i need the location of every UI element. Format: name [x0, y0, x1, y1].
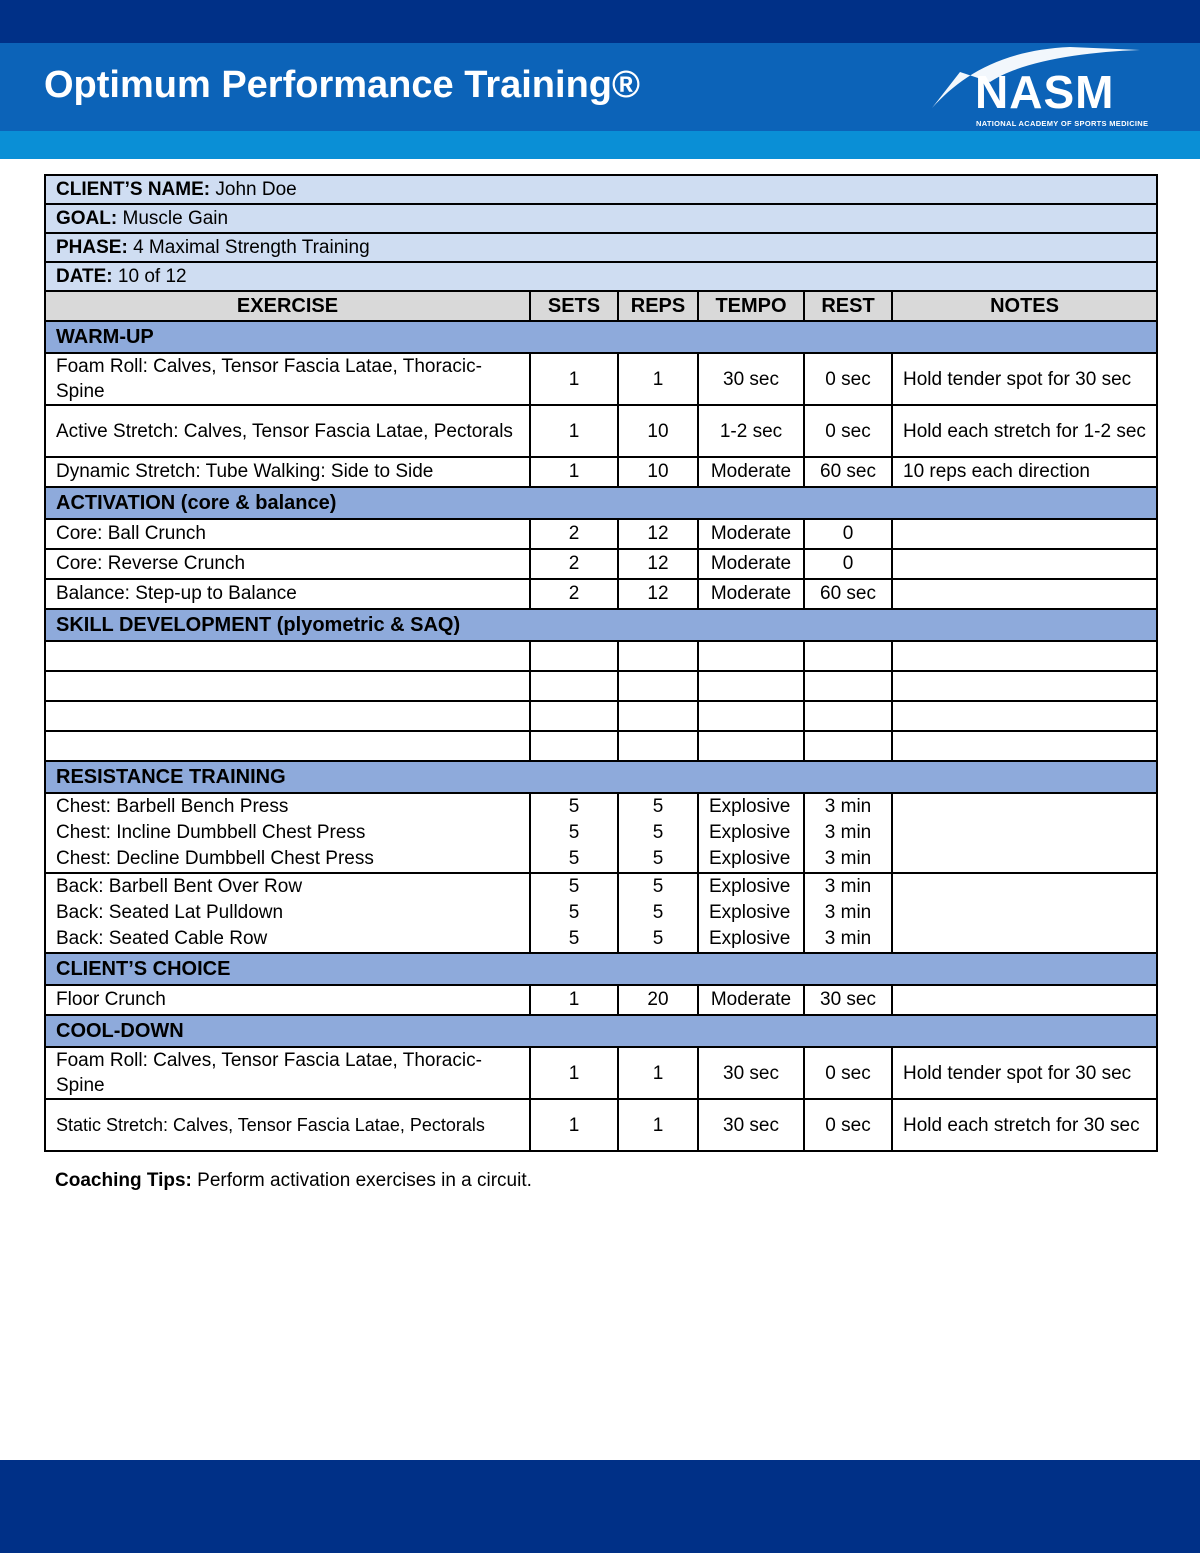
rest-cell: 0 sec: [804, 405, 892, 457]
rest-value: 3 min: [824, 822, 872, 843]
section-resistance-training: RESISTANCE TRAINING: [45, 761, 1157, 793]
notes-cell: [892, 793, 1157, 873]
col-tempo: TEMPO: [698, 291, 804, 321]
sets-value: 5: [568, 902, 580, 923]
col-reps: REPS: [618, 291, 698, 321]
table-row: [45, 519, 1157, 549]
top-bar: [0, 0, 1200, 43]
sets-cell: 1: [530, 985, 618, 1015]
logo-wordmark: NASM: [975, 66, 1115, 118]
empty-row: [45, 671, 1157, 701]
phase-label: PHASE:: [56, 236, 128, 258]
notes-cell: Hold each stretch for 1-2 sec: [892, 405, 1157, 457]
reps-cell: 1: [618, 1047, 698, 1099]
nasm-logo: [930, 42, 1155, 132]
client-name-row: [45, 175, 1157, 204]
rest-cell: [804, 793, 892, 873]
reps-cell: 10: [618, 405, 698, 457]
exercise-cell: Foam Roll: Calves, Tensor Fascia Latae, Thoracic-Spine: [45, 353, 530, 405]
logo-subtitle: NATIONAL ACADEMY OF SPORTS MEDICINE: [976, 119, 1149, 128]
exercise-line: Chest: Incline Dumbbell Chest Press: [56, 822, 366, 843]
page-title: Optimum Performance Training®: [44, 64, 640, 106]
goal-label: GOAL:: [56, 207, 118, 229]
reps-cell: 1: [618, 353, 698, 405]
table-row: [45, 985, 1157, 1015]
coaching-tips-text: Perform activation exercises in a circuit.: [197, 1170, 532, 1191]
phase-value: 4 Maximal Strength Training: [133, 236, 370, 258]
reps-value: 5: [652, 822, 664, 843]
rest-cell: 0: [804, 549, 892, 579]
rest-value: 3 min: [824, 848, 872, 869]
notes-cell: [892, 985, 1157, 1015]
sets-cell: 1: [530, 405, 618, 457]
notes-cell: [892, 549, 1157, 579]
exercise-line: Chest: Barbell Bench Press: [56, 796, 289, 817]
tempo-value: Explosive: [709, 928, 791, 949]
reps-cell: 12: [618, 549, 698, 579]
table-row: [45, 579, 1157, 609]
tempo-value: Explosive: [709, 822, 791, 843]
goal-row: [45, 204, 1157, 233]
tempo-cell: 30 sec: [698, 1099, 804, 1151]
back-group-row: [45, 873, 1157, 953]
exercise-cell: Floor Crunch: [45, 985, 530, 1015]
exercise-line: Back: Seated Lat Pulldown: [56, 902, 284, 923]
notes-cell: Hold tender spot for 30 sec: [892, 1047, 1157, 1099]
exercise-cell: Balance: Step-up to Balance: [45, 579, 530, 609]
reps-value: 5: [652, 902, 664, 923]
notes-cell: [892, 579, 1157, 609]
rest-value: 3 min: [824, 796, 872, 817]
sets-cell: 1: [530, 1047, 618, 1099]
rest-cell: 0 sec: [804, 1047, 892, 1099]
tempo-cell: [698, 793, 804, 873]
table-row: [45, 1099, 1157, 1151]
exercise-cell: Foam Roll: Calves, Tensor Fascia Latae, Thoracic-Spine: [45, 1047, 530, 1099]
col-sets: SETS: [530, 291, 618, 321]
rest-cell: 0 sec: [804, 1099, 892, 1151]
table-row: [45, 457, 1157, 487]
exercise-cell: Core: Reverse Crunch: [45, 549, 530, 579]
tempo-value: Explosive: [709, 796, 791, 817]
tempo-value: Explosive: [709, 848, 791, 869]
empty-row: [45, 701, 1157, 731]
exercise-line: Back: Seated Cable Row: [56, 928, 268, 949]
reps-value: 5: [652, 876, 664, 897]
section-clients-choice: CLIENT’S CHOICE: [45, 953, 1157, 985]
reps-cell: [618, 873, 698, 953]
col-rest: REST: [804, 291, 892, 321]
section-warmup: WARM-UP: [45, 321, 1157, 353]
sets-cell: 2: [530, 519, 618, 549]
section-skill-development: SKILL DEVELOPMENT (plyometric & SAQ): [45, 609, 1157, 641]
exercise-line: Chest: Decline Dumbbell Chest Press: [56, 848, 374, 869]
notes-cell: 10 reps each direction: [892, 457, 1157, 487]
exercise-cell: [45, 793, 530, 873]
table-row: [45, 405, 1157, 457]
reps-value: 5: [652, 848, 664, 869]
client-name-label: CLIENT’S NAME:: [56, 178, 211, 200]
exercise-cell: Active Stretch: Calves, Tensor Fascia Latae, Pectorals: [45, 405, 530, 457]
sets-cell: 1: [530, 1099, 618, 1151]
rest-cell: 0: [804, 519, 892, 549]
exercise-line: Back: Barbell Bent Over Row: [56, 876, 303, 897]
bottom-bar: [0, 1460, 1200, 1553]
sets-value: 5: [568, 928, 580, 949]
exercise-cell: Static Stretch: Calves, Tensor Fascia Latae, Pectorals: [45, 1099, 530, 1151]
reps-value: 5: [652, 928, 664, 949]
table-row: [45, 353, 1157, 405]
notes-cell: [892, 519, 1157, 549]
sets-value: 5: [568, 876, 580, 897]
reps-cell: 1: [618, 1099, 698, 1151]
notes-cell: Hold each stretch for 30 sec: [892, 1099, 1157, 1151]
date-row: [45, 262, 1157, 291]
sets-value: 5: [568, 796, 580, 817]
phase-row: [45, 233, 1157, 262]
exercise-cell: Dynamic Stretch: Tube Walking: Side to Side: [45, 457, 530, 487]
reps-cell: [618, 793, 698, 873]
rest-cell: [804, 873, 892, 953]
client-name-value: John Doe: [215, 178, 297, 200]
sets-cell: 1: [530, 457, 618, 487]
tempo-cell: [698, 873, 804, 953]
date-label: DATE:: [56, 265, 113, 287]
coaching-tips-label: Coaching Tips:: [55, 1170, 192, 1191]
tempo-cell: Moderate: [698, 579, 804, 609]
col-exercise: EXERCISE: [45, 291, 530, 321]
tempo-cell: Moderate: [698, 985, 804, 1015]
training-plan-table: [44, 174, 1158, 1152]
goal-value: Muscle Gain: [122, 207, 229, 229]
sets-cell: 1: [530, 353, 618, 405]
empty-row: [45, 731, 1157, 761]
date-value: 10 of 12: [117, 265, 187, 287]
table-row: [45, 549, 1157, 579]
sets-value: 5: [568, 848, 580, 869]
reps-cell: 12: [618, 579, 698, 609]
section-activation: ACTIVATION (core & balance): [45, 487, 1157, 519]
notes-cell: [892, 873, 1157, 953]
reps-cell: 10: [618, 457, 698, 487]
tempo-value: Explosive: [709, 902, 791, 923]
tempo-cell: 30 sec: [698, 1047, 804, 1099]
tempo-cell: Moderate: [698, 457, 804, 487]
table-row: [45, 1047, 1157, 1099]
notes-cell: Hold tender spot for 30 sec: [892, 353, 1157, 405]
tempo-cell: Moderate: [698, 519, 804, 549]
sets-cell: [530, 873, 618, 953]
chest-group-row: [45, 793, 1157, 873]
sets-cell: 2: [530, 549, 618, 579]
sets-cell: 2: [530, 579, 618, 609]
accent-band: [0, 131, 1200, 159]
rest-cell: 60 sec: [804, 579, 892, 609]
reps-cell: 20: [618, 985, 698, 1015]
rest-cell: 60 sec: [804, 457, 892, 487]
coaching-tips: [55, 1170, 532, 1192]
tempo-value: Explosive: [709, 876, 791, 897]
tempo-cell: Moderate: [698, 549, 804, 579]
exercise-cell: Core: Ball Crunch: [45, 519, 530, 549]
empty-row: [45, 641, 1157, 671]
rest-cell: 0 sec: [804, 353, 892, 405]
exercise-cell: [45, 873, 530, 953]
rest-value: 3 min: [824, 928, 872, 949]
tempo-cell: 30 sec: [698, 353, 804, 405]
sets-value: 5: [568, 822, 580, 843]
col-notes: NOTES: [892, 291, 1157, 321]
reps-value: 5: [652, 796, 664, 817]
tempo-cell: 1-2 sec: [698, 405, 804, 457]
rest-cell: 30 sec: [804, 985, 892, 1015]
sets-cell: [530, 793, 618, 873]
rest-value: 3 min: [824, 902, 872, 923]
reps-cell: 12: [618, 519, 698, 549]
column-header-row: [45, 291, 1157, 321]
rest-value: 3 min: [824, 876, 872, 897]
section-cool-down: COOL-DOWN: [45, 1015, 1157, 1047]
